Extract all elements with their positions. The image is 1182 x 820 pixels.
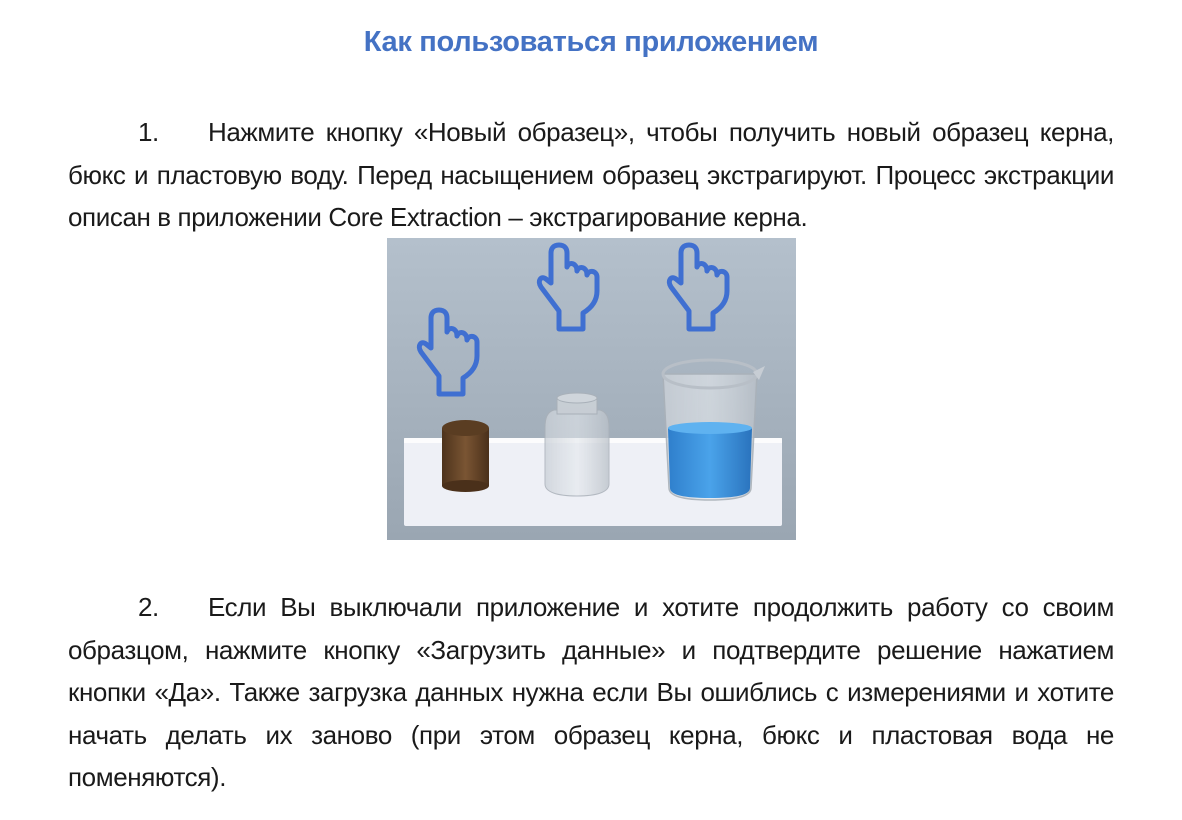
step-2-number: 2. xyxy=(138,592,159,622)
step-2 xyxy=(68,586,1114,799)
page-title: Как пользоваться приложением xyxy=(363,26,819,58)
beaker-with-water[interactable] xyxy=(663,360,765,500)
step-1 xyxy=(68,111,1114,239)
step-2-text: Если Вы выключали приложение и хотите продолжить работу со своим образцом, нажмите кнопку «Загрузить данные» и подтвердите решение нажатием кнопки «Да». Также загрузка данных нужна если Вы ошиблись с измерениями и хотите начать делать их заново (при этом образец керна, бюкс и пластовая вода не поменяются). xyxy=(68,592,1114,792)
core-sample[interactable] xyxy=(442,420,489,492)
step-1-text: Нажмите кнопку «Новый образец», чтобы получить новый образец керна, бюкс и пластовую воду. Перед насыщением образец экстрагируют. Процесс экстракции описан в приложении Core Extraction – экстрагирование керна. xyxy=(68,117,1114,232)
lab-illustration xyxy=(387,238,796,540)
step-1-number: 1. xyxy=(138,117,159,147)
